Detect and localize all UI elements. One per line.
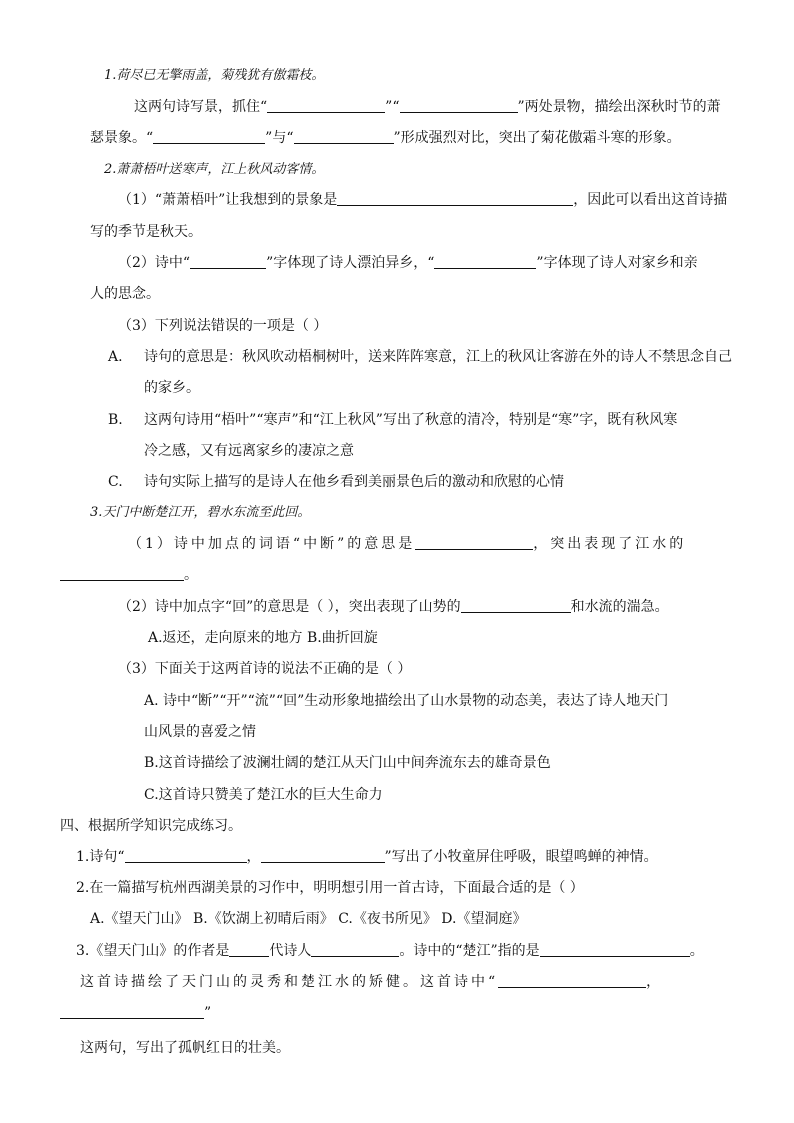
s4-item3-text-g: ” (204, 1005, 212, 1021)
q3-option-b: B.这首诗描绘了波澜壮阔的楚江从天门山中间奔流东去的雄奇景色 (144, 755, 551, 771)
q3-sub2-options: A.返还，走向原来的地方 B.曲折回旋 (148, 630, 378, 646)
q3-sub2-text-a: （2）诗中加点字“回”的意思是（ ），突出表现了山势的 (118, 599, 461, 615)
s4-item3-text-e: 这首诗描绘了天门山的灵秀和楚江水的矫健。这首诗中“ (80, 974, 499, 990)
q1-line2 (90, 128, 681, 148)
q1-blank-4[interactable] (294, 129, 394, 144)
q2-sub1 (118, 190, 727, 210)
s4-blank-3[interactable] (229, 942, 269, 957)
q2-sub2-cont: 人的思念。 (90, 286, 160, 302)
q2-option-c-line1: 诗句实际上描写的是诗人在他乡看到美丽景色后的激动和欣慰的心情 (144, 474, 564, 490)
q1-poem: 1.荷尽已无擎雨盖，菊残犹有傲霜枝。 (104, 68, 325, 83)
s4-item1 (76, 847, 658, 867)
q2-option-a-line2: 的家乡。 (144, 380, 200, 396)
s4-item3-line4: 这两句，写出了孤帆红日的壮美。 (80, 1040, 290, 1056)
q2-option-c-label: C. (108, 474, 123, 490)
s4-blank-6[interactable] (498, 973, 646, 988)
q3-blank-2[interactable] (60, 566, 184, 581)
s4-item1-text-c: ”写出了小牧童屏住呼吸，眼望鸣蝉的神情。 (384, 849, 658, 865)
q1-line2-text-c: ”形成强烈对比，突出了菊花傲霜斗寒的形象。 (393, 130, 681, 146)
s4-item3-text-d: 。 (689, 943, 704, 959)
s4-item3-text-b: 代诗人 (269, 943, 312, 959)
q2-option-b-label: B. (108, 412, 123, 428)
q1-line2-text-a: 瑟景象。“ (90, 130, 154, 146)
section-four-heading: 四、根据所学知识完成练习。 (60, 818, 242, 834)
s4-item3-text-a: 3.《望天门山》的作者是 (76, 943, 230, 959)
q1-line1-text-b: ”“ (385, 99, 400, 115)
q2-sub2-text-c: ”字体现了诗人对家乡和亲 (536, 255, 698, 271)
q2-option-a-line1: 诗句的意思是：秋风吹动梧桐树叶，送来阵阵寒意，江上的秋风让客游在外的诗人不禁思念自己 (144, 349, 732, 365)
q2-option-a-label: A. (108, 349, 123, 365)
q3-option-a-line2: 山风景的喜爱之情 (144, 724, 256, 740)
s4-item2: 2.在一篇描写杭州西湖美景的习作中，明明想引用一首古诗，下面最合适的是（ ） (76, 880, 584, 896)
q3-blank-3[interactable] (461, 598, 571, 613)
q2-sub1-text-b: ，因此可以看出这首诗描 (573, 192, 728, 208)
s4-item1-text-b: ， (246, 849, 261, 865)
q3-sub1 (128, 534, 686, 554)
q1-blank-3[interactable] (153, 129, 265, 144)
s4-item3-line2 (80, 972, 663, 992)
s4-blank-2[interactable] (261, 848, 385, 863)
q2-sub2 (118, 253, 698, 273)
q3-sub1-text-b: ，突出表现了江水的 (533, 536, 687, 552)
q3-option-c: C.这首诗只赞美了楚江水的巨大生命力 (144, 787, 383, 803)
q1-blank-1[interactable] (267, 98, 385, 113)
s4-item2-options: A.《望天门山》 B.《饮湖上初晴后雨》 C.《夜书所见》 D.《望洞庭》 (90, 911, 527, 927)
s4-item1-text-a: 1.诗句“ (76, 849, 125, 865)
q2-sub1-cont: 写的季节是秋天。 (90, 224, 202, 240)
q2-sub2-text-b: ”字体现了诗人漂泊异乡，“ (266, 255, 435, 271)
q2-poem: 2.萧萧梧叶送寒声，江上秋风动客情。 (104, 162, 325, 177)
q3-sub2 (118, 597, 669, 617)
s4-blank-5[interactable] (540, 942, 690, 957)
q2-option-b-line1: 这两句诗用“梧叶”“寒声”和“江上秋风”写出了秋意的清冷，特别是“寒”字，既有秋风寒 (144, 412, 678, 428)
q3-sub3: （3）下面关于这两首诗的说法不正确的是（ ） (118, 661, 412, 677)
q2-blank-1[interactable] (337, 191, 573, 206)
q3-sub1-cont (60, 565, 198, 585)
q1-line1 (134, 97, 721, 117)
q1-line2-text-b: ”与“ (265, 130, 294, 146)
q3-blank-1[interactable] (415, 535, 533, 550)
s4-item3-line3 (60, 1003, 211, 1023)
q3-sub1-text-a: （1）诗中加点的词语“中断”的意思是 (128, 536, 416, 552)
s4-item3-text-c: 。诗中的“楚江”指的是 (399, 943, 540, 959)
q1-line1-text-c: ”两处景物，描绘出深秋时节的萧 (517, 99, 721, 115)
s4-blank-1[interactable] (125, 848, 247, 863)
q2-sub3: （3）下列说法错误的一项是（ ） (118, 318, 328, 334)
q2-sub1-text-a: （1）“萧萧梧叶”让我想到的景象是 (118, 192, 338, 208)
q2-option-b-line2: 冷之感，又有远离家乡的凄凉之意 (144, 443, 354, 459)
q2-sub2-text-a: （2）诗中“ (118, 255, 191, 271)
s4-item3-text-f: ， (646, 974, 664, 990)
q3-sub2-text-b: 和水流的湍急。 (570, 599, 669, 615)
s4-blank-4[interactable] (311, 942, 399, 957)
s4-blank-7[interactable] (60, 1004, 204, 1019)
q1-blank-2[interactable] (400, 98, 518, 113)
q3-option-a-line1: A. 诗中“断”“开”“流”“回”生动形象地描绘出了山水景物的动态美，表达了诗人地天门 (144, 693, 669, 709)
q2-blank-3[interactable] (434, 254, 536, 269)
q1-line1-text-a: 这两句诗写景，抓住“ (134, 99, 268, 115)
s4-item3 (76, 941, 704, 961)
q3-poem: 3.天门中断楚江开，碧水东流至此回。 (90, 505, 311, 520)
q2-blank-2[interactable] (190, 254, 266, 269)
q3-sub1-text-c: 。 (184, 567, 198, 583)
